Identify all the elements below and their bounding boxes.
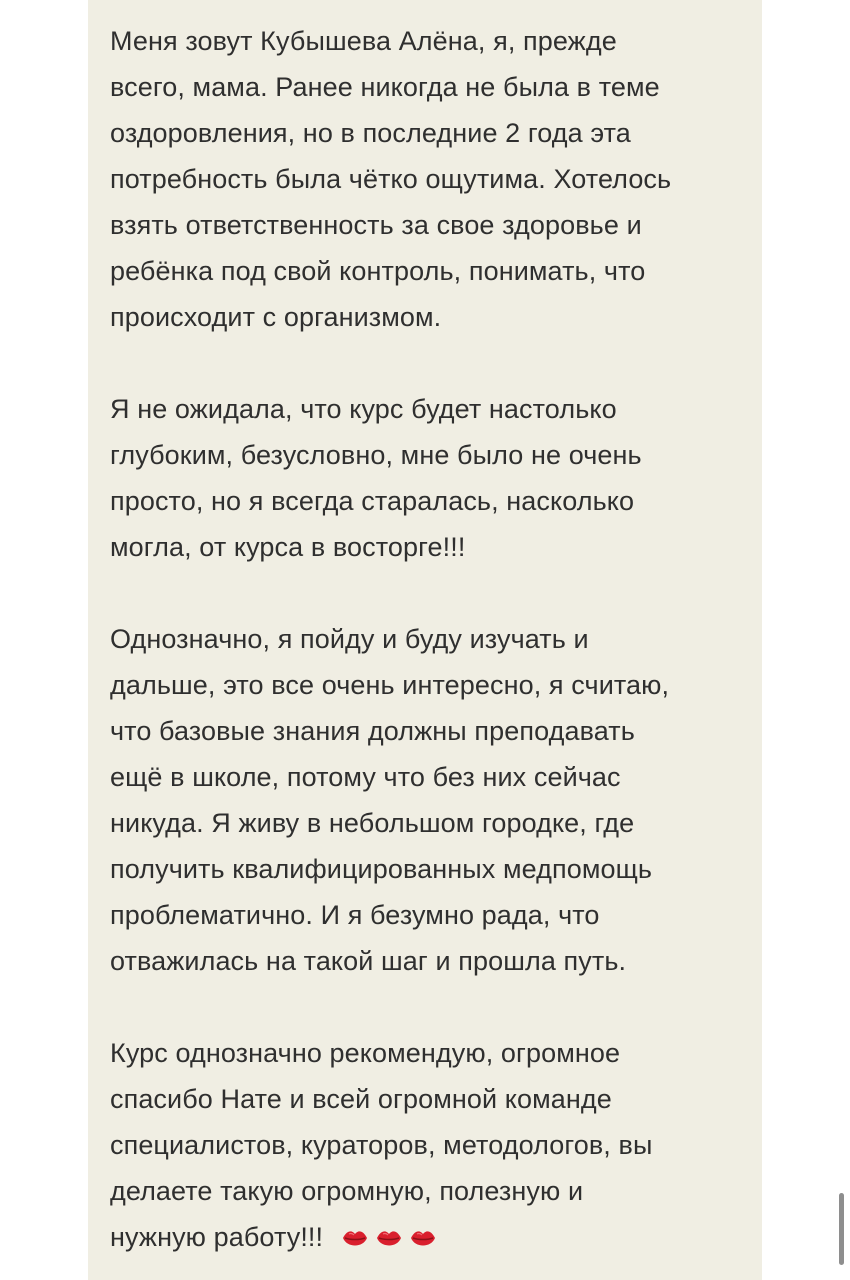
kiss-lips-icon	[409, 1228, 437, 1250]
text-line: что базовые знания должны преподавать	[110, 716, 635, 746]
review-paragraph-2	[110, 386, 750, 570]
text-line: всего, мама. Ранее никогда не была в теме	[110, 72, 660, 102]
text-line: получить квалифицированных медпомощь	[110, 854, 653, 884]
text-line: Курс однозначно рекомендую, огромное	[110, 1038, 621, 1068]
text-line: ребёнка под свой контроль, понимать, что	[110, 256, 646, 286]
review-paragraph-3	[110, 616, 750, 984]
review-paragraph-4	[110, 1030, 750, 1264]
kiss-lips-icon	[375, 1228, 403, 1250]
text-line: глубоким, безусловно, мне было не очень	[110, 440, 642, 470]
text-line: дальше, это все очень интересно, я считаю,	[110, 670, 670, 700]
text-line: ещё в школе, потому что без них сейчас	[110, 762, 621, 792]
text-line: специалистов, кураторов, методологов, вы	[110, 1130, 653, 1160]
text-line: никуда. Я живу в небольшом городке, где	[110, 808, 635, 838]
text-line-with-emoji	[110, 1214, 750, 1264]
text-line: просто, но я всегда старалась, насколько	[110, 486, 635, 516]
text-line: Я не ожидала, что курс будет настолько	[110, 394, 617, 424]
text-line: оздоровления, но в последние 2 года эта	[110, 118, 631, 148]
review-text	[110, 18, 750, 1264]
text-line: Меня зовут Кубышева Алёна, я, прежде	[110, 26, 617, 56]
text-line: проблематично. И я безумно рада, что	[110, 900, 600, 930]
text-line: взять ответственность за свое здоровье и	[110, 210, 642, 240]
text-line: нужную работу!!!	[110, 1222, 324, 1252]
text-line: делаете такую огромную, полезную и	[110, 1176, 584, 1206]
text-line: Однозначно, я пойду и буду изучать и	[110, 624, 589, 654]
scrollbar[interactable]	[839, 1193, 844, 1265]
text-line: отважилась на такой шаг и прошла путь.	[110, 946, 627, 976]
text-line: происходит с организмом.	[110, 302, 442, 332]
text-line: спасибо Нате и всей огромной команде	[110, 1084, 612, 1114]
emoji-group	[341, 1218, 443, 1264]
text-line: потребность была чётко ощутима. Хотелось	[110, 164, 672, 194]
kiss-lips-icon	[341, 1228, 369, 1250]
review-paragraph-1	[110, 18, 750, 340]
text-line: могла, от курса в восторге!!!	[110, 532, 466, 562]
